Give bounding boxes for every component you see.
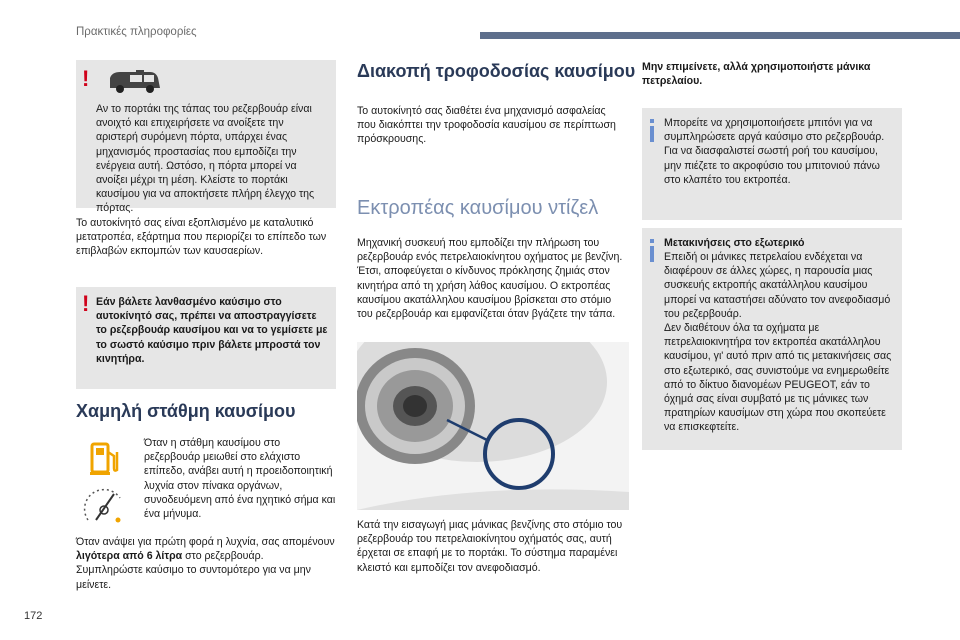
litres-text-c: στο ρεζερβουάρ. bbox=[182, 550, 264, 563]
fuel-cutoff-text: Το αυτοκίνητό σας διαθέτει ένα μηχανισμό ασφαλείας που διακόπτει την τροφοδοσία καυσίμου σε περίπτωση πρόσκρουσης. bbox=[357, 105, 616, 146]
wrong-fuel-warning-text: Εάν βάλετε λανθασμένο καύσιμο στο αυτοκίνητό σας, πρέπει να αποστραγγίσετε το ρεζερβουάρ καυσίμου και να το γεμίσετε με το σωστό καύσιμο πριν βάλετε μπροστά τον κινητήρα. bbox=[96, 296, 328, 365]
abroad-title: Μετακινήσεις στο εξωτερικό bbox=[664, 237, 805, 249]
info-icon bbox=[650, 246, 654, 262]
section-heading-fuel-cutoff: Διακοπή τροφοδοσίας καυσίμου bbox=[357, 61, 636, 81]
use-diesel-nozzle-text: Μην επιμείνετε, αλλά χρησιμοποιήστε μάνικα πετρελαίου. bbox=[642, 61, 871, 88]
petrol-nozzle-text: Κατά την εισαγωγή μιας μάνικας βενζίνης στο στόμιο του ρεζερβουάρ του πετρελαιοκίνητου οχήματός σας, αυτή έρχεται σε επαφή με το πορτάκι. Το σύστημα παραμένει κλειστό και εμποδίζει τον ανεφοδιασμό. bbox=[357, 519, 623, 574]
section-heading-diesel-deflector: Εκτροπέας καυσίμου ντίζελ bbox=[357, 197, 599, 219]
warning-door-text: Αν το πορτάκι της τάπας του ρεζερβουάρ είναι ανοιχτό και επιχειρήσετε να ανοίξετε την αριστερή συρόμενη πόρτα, υπάρχει ένας μηχανισμός προστασίας που εμποδίζει την ενέργεια αυτή. Ωστόσο, η πόρτα μπορεί να ανοίξει μέχρι τη μέση. Κλείστε το πορτάκι καυσίμου για να αποκτήσετε πλήρη έλεγχο της πόρτας. bbox=[96, 103, 315, 215]
fuel-pump-icon bbox=[88, 440, 122, 478]
warning-box-wrong-fuel bbox=[76, 287, 336, 389]
litres-text-d: Συμπληρώστε καύσιμο το συντομότερο για να μην μείνετε. bbox=[76, 564, 311, 591]
page-number: 172 bbox=[24, 610, 43, 622]
low-fuel-text: Όταν η στάθμη καυσίμου στο ρεζερβουάρ μειωθεί στο ελάχιστο επίπεδο, ανάβει αυτή η προειδοποιητική λυχνία στον πίνακα οργάνων, συνοδευόμενη από ένα ηχητικό σήμα και ένα μήνυμα. bbox=[144, 437, 336, 521]
fuel-gauge-icon bbox=[82, 486, 126, 526]
section-heading-low-fuel: Χαμηλή στάθμη καυσίμου bbox=[76, 401, 296, 421]
header-bar bbox=[480, 32, 960, 39]
litres-text-a: Όταν ανάψει για πρώτη φορά η λυχνία, σας απομένουν bbox=[76, 536, 335, 548]
warning-box-door bbox=[76, 60, 336, 215]
jerrycan-text: Μπορείτε να χρησιμοποιήσετε μπιτόνι για να συμπληρώσετε αργά καύσιμο στο ρεζερβουάρ. Για να διασφαλιστεί σωστή ροή του καυσίμου, μην πιέζετε το ακροφύσιο του μπιτονιού πάνω στο κλαπέτο του εκτροπέα. bbox=[664, 117, 885, 186]
warning-icon: ! bbox=[82, 291, 90, 316]
catalytic-converter-text: Το αυτοκίνητό σας είναι εξοπλισμένο με καταλυτικό μετατροπέα, εξάρτημα που περιορίζει το επίπεδο των επιβλαβών εκπομπών των καυσαερίων. bbox=[76, 217, 327, 258]
van-icon bbox=[106, 68, 164, 94]
fuel-filler-illustration bbox=[357, 342, 629, 510]
litres-highlight: λιγότερα από 6 λίτρα bbox=[76, 550, 183, 563]
fuel-filler-photo bbox=[357, 342, 629, 510]
warning-icon: ! bbox=[82, 66, 90, 91]
diesel-deflector-text: Μηχανική συσκευή που εμποδίζει την πλήρωση του ρεζερβουάρ ενός πετρελαιοκίνητου οχήματος με βενζίνη. Έτσι, αποφεύγεται ο κίνδυνος πρόκλησης ζημιάς στον κινητήρα από τη χρήση λάθος καυσίμου. Ο εκτροπέας καυσίμου ακατάλληλου καυσίμου βρίσκεται στο στόμιο του ρεζερβουάρ και εμφανίζεται όταν βγάζετε την τάπα. bbox=[357, 237, 623, 321]
info-box-jerrycan bbox=[642, 108, 902, 220]
info-box-abroad bbox=[642, 228, 902, 450]
low-fuel-litres-text bbox=[76, 535, 340, 592]
info-icon bbox=[650, 126, 654, 142]
abroad-text: Επειδή οι μάνικες πετρελαίου ενδέχεται να διαφέρουν σε άλλες χώρες, η παρουσία μιας συσκευής εκτροπής ακατάλληλου καυσίμου μπορεί να καταστήσει αδύνατο τον ανεφοδιασμό του ρεζερβουάρ. Δεν διαθέτουν όλα τα οχήματα με πετρελαιοκινητήρα τον εκτροπέα ακατάλληλου καυσίμου, γι' αυτό πριν από τις μετακινήσεις σας στο εξωτερικό, σας συνιστούμε να ενημερωθείτε από το δίκτυο διανομέων PEUGEOT, εάν το όχημά σας είναι συμβατό με τις μάνικες των πρατηρίων καυσίμων στη χώρα που σκοπεύετε να επισκεφτείτε. bbox=[664, 251, 892, 434]
running-header: Πρακτικές πληροφορίες bbox=[76, 26, 197, 38]
